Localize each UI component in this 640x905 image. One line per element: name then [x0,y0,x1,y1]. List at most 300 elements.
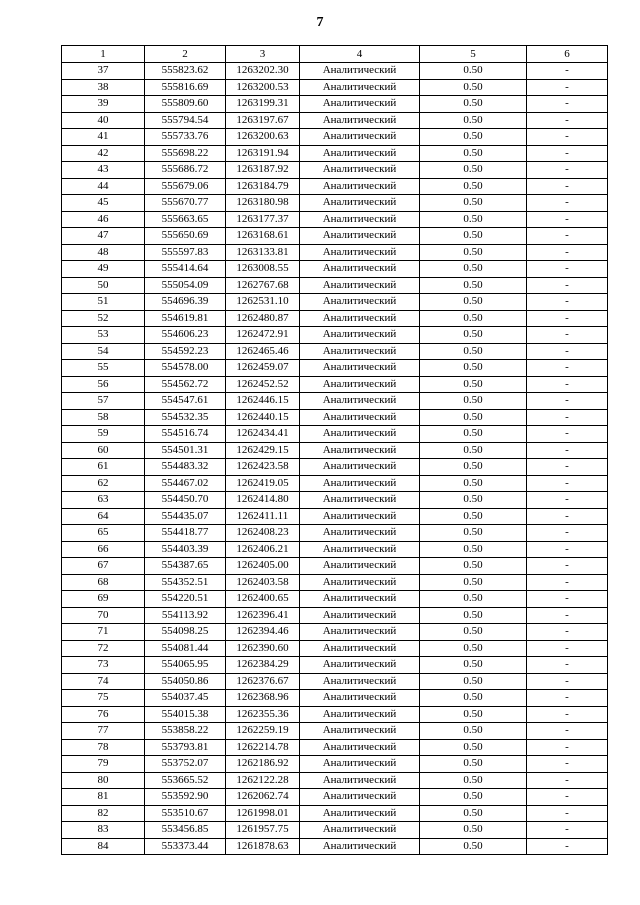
table-cell: 554098.25 [145,624,226,641]
table-cell: Аналитический [300,426,420,443]
table-cell: 66 [62,541,145,558]
table-cell: 0.50 [420,525,527,542]
table-cell: 554037.45 [145,690,226,707]
table-cell: Аналитический [300,657,420,674]
table-cell: 77 [62,723,145,740]
table-cell: 1262411.11 [226,508,300,525]
table-row [62,838,608,855]
table-cell: 555663.65 [145,211,226,228]
table-cell: 1262452.52 [226,376,300,393]
table-cell: 53 [62,327,145,344]
table-cell: - [527,145,608,162]
table-cell: 1261957.75 [226,822,300,839]
table-cell: 68 [62,574,145,591]
table-cell: 0.50 [420,129,527,146]
table-cell: Аналитический [300,96,420,113]
table-cell: 1262259.19 [226,723,300,740]
table-row [62,525,608,542]
table-cell: 1262368.96 [226,690,300,707]
table-cell: 1263180.98 [226,195,300,212]
table-cell: 0.50 [420,426,527,443]
table-cell: 79 [62,756,145,773]
table-cell: 81 [62,789,145,806]
table-cell: 0.50 [420,673,527,690]
table-cell: - [527,690,608,707]
table-cell: 1262408.23 [226,525,300,542]
table-cell: 554501.31 [145,442,226,459]
table-cell: - [527,343,608,360]
table-row [62,327,608,344]
table-cell: - [527,112,608,129]
table-cell: 1263184.79 [226,178,300,195]
table-row [62,343,608,360]
table-cell: 0.50 [420,442,527,459]
table-cell: 61 [62,459,145,476]
table-cell: 554562.72 [145,376,226,393]
table-row [62,96,608,113]
table-cell: 57 [62,393,145,410]
table-cell: 73 [62,657,145,674]
table-cell: Аналитический [300,442,420,459]
table-cell: 0.50 [420,376,527,393]
table-cell: 0.50 [420,63,527,80]
table-cell: - [527,63,608,80]
table-cell: 75 [62,690,145,707]
table-cell: 0.50 [420,690,527,707]
table-cell: Аналитический [300,723,420,740]
table-cell: 71 [62,624,145,641]
table-cell: Аналитический [300,475,420,492]
table-cell: - [527,79,608,96]
table-cell: Аналитический [300,756,420,773]
column-header: 1 [62,46,145,63]
table-cell: Аналитический [300,261,420,278]
table-cell: 0.50 [420,805,527,822]
table-cell: 0.50 [420,574,527,591]
table-cell: 0.50 [420,723,527,740]
table-cell: Аналитический [300,525,420,542]
table-cell: 84 [62,838,145,855]
table-cell: - [527,706,608,723]
table-cell: 554403.39 [145,541,226,558]
table-cell: 555823.62 [145,63,226,80]
table-cell: 0.50 [420,475,527,492]
table-cell: 1262429.15 [226,442,300,459]
table-cell: 1263202.30 [226,63,300,80]
table-cell: 63 [62,492,145,509]
table-cell: 0.50 [420,756,527,773]
table-cell: Аналитический [300,360,420,377]
table-cell: - [527,591,608,608]
table-cell: Аналитический [300,739,420,756]
table-cell: 554435.07 [145,508,226,525]
table-cell: Аналитический [300,508,420,525]
table-cell: 0.50 [420,327,527,344]
table-row [62,475,608,492]
coordinates-table [61,45,608,855]
table-cell: 0.50 [420,558,527,575]
table-cell: 0.50 [420,112,527,129]
table-cell: 47 [62,228,145,245]
table-cell: 1262396.41 [226,607,300,624]
table-cell: 72 [62,640,145,657]
table-cell: Аналитический [300,63,420,80]
table-cell: - [527,772,608,789]
table-row [62,805,608,822]
table-cell: Аналитический [300,690,420,707]
table-cell: Аналитический [300,79,420,96]
table-cell: 1262384.29 [226,657,300,674]
table-row [62,690,608,707]
table-cell: 69 [62,591,145,608]
column-header: 3 [226,46,300,63]
table-row [62,228,608,245]
table-cell: - [527,195,608,212]
table-cell: 0.50 [420,96,527,113]
table-cell: 0.50 [420,739,527,756]
table-cell: 0.50 [420,624,527,641]
table-cell: 554483.32 [145,459,226,476]
table-cell: 554547.61 [145,393,226,410]
table-cell: 1262376.67 [226,673,300,690]
table-cell: - [527,162,608,179]
table-cell: 0.50 [420,360,527,377]
table-cell: 1262390.60 [226,640,300,657]
table-cell: 0.50 [420,607,527,624]
table-cell: Аналитический [300,393,420,410]
table-cell: - [527,822,608,839]
table-cell: 1262214.78 [226,739,300,756]
table-cell: 45 [62,195,145,212]
table-cell: 0.50 [420,393,527,410]
table-cell: 0.50 [420,657,527,674]
table-cell: 0.50 [420,789,527,806]
table-cell: 0.50 [420,162,527,179]
table-cell: 1263133.81 [226,244,300,261]
table-cell: Аналитический [300,822,420,839]
table-cell: 555670.77 [145,195,226,212]
table-row [62,723,608,740]
table-cell: 553793.81 [145,739,226,756]
table-cell: 1262419.05 [226,475,300,492]
table-cell: 555054.09 [145,277,226,294]
table-cell: Аналитический [300,607,420,624]
table-cell: - [527,228,608,245]
table-cell: 1263177.37 [226,211,300,228]
table-cell: Аналитический [300,541,420,558]
table-row [62,624,608,641]
table-cell: 55 [62,360,145,377]
table-cell: 39 [62,96,145,113]
table-cell: Аналитический [300,591,420,608]
table-cell: 553752.07 [145,756,226,773]
table-row [62,574,608,591]
table-cell: 50 [62,277,145,294]
table-cell: Аналитический [300,145,420,162]
table-cell: 554418.77 [145,525,226,542]
table-row [62,492,608,509]
table-row [62,607,608,624]
table-cell: 64 [62,508,145,525]
table-cell: 554578.00 [145,360,226,377]
table-cell: 0.50 [420,772,527,789]
table-row [62,673,608,690]
table-cell: Аналитический [300,294,420,311]
table-row [62,162,608,179]
table-cell: - [527,96,608,113]
table-cell: 1262434.41 [226,426,300,443]
table-cell: - [527,261,608,278]
table-cell: 1262186.92 [226,756,300,773]
table-cell: 1262423.58 [226,459,300,476]
table-cell: 83 [62,822,145,839]
table-cell: 70 [62,607,145,624]
table-cell: - [527,558,608,575]
table-cell: Аналитический [300,558,420,575]
table-cell: Аналитический [300,178,420,195]
table-cell: 1262062.74 [226,789,300,806]
table-cell: - [527,376,608,393]
table-row [62,376,608,393]
table-cell: - [527,789,608,806]
table-cell: Аналитический [300,706,420,723]
table-cell: - [527,360,608,377]
table-cell: 0.50 [420,178,527,195]
table-cell: 1263008.55 [226,261,300,278]
table-cell: 62 [62,475,145,492]
table-cell: Аналитический [300,640,420,657]
table-cell: 555794.54 [145,112,226,129]
table-row [62,558,608,575]
table-cell: 78 [62,739,145,756]
table-row [62,294,608,311]
page-number: 7 [316,15,324,30]
table-cell: - [527,607,608,624]
column-header: 4 [300,46,420,63]
table-cell: 555816.69 [145,79,226,96]
table-cell: 0.50 [420,277,527,294]
table-cell: 554516.74 [145,426,226,443]
table-cell: 554387.65 [145,558,226,575]
table-cell: 554220.51 [145,591,226,608]
table-row [62,310,608,327]
table-cell: - [527,475,608,492]
table-cell: 555733.76 [145,129,226,146]
table-cell: 0.50 [420,492,527,509]
table-cell: - [527,294,608,311]
table-cell: 48 [62,244,145,261]
table-cell: 67 [62,558,145,575]
table-cell: Аналитический [300,343,420,360]
table-row [62,145,608,162]
table-cell: - [527,838,608,855]
table-row [62,541,608,558]
table-cell: 554592.23 [145,343,226,360]
table-cell: 554696.39 [145,294,226,311]
table-cell: 80 [62,772,145,789]
table-cell: Аналитический [300,129,420,146]
table-row [62,261,608,278]
table-cell: 0.50 [420,195,527,212]
table-cell: - [527,673,608,690]
table-cell: 51 [62,294,145,311]
table-cell: 1263199.31 [226,96,300,113]
table-cell: 553456.85 [145,822,226,839]
table-cell: 554050.86 [145,673,226,690]
table-cell: Аналитический [300,112,420,129]
table-cell: 554450.70 [145,492,226,509]
table-row [62,393,608,410]
table-cell: 555597.83 [145,244,226,261]
table-row [62,756,608,773]
table-cell: - [527,723,608,740]
table-cell: 553592.90 [145,789,226,806]
table-cell: 1262414.80 [226,492,300,509]
table-cell: Аналитический [300,376,420,393]
table-cell: - [527,327,608,344]
table-cell: - [527,541,608,558]
table-cell: Аналитический [300,838,420,855]
table-cell: - [527,310,608,327]
table-cell: - [527,574,608,591]
table-cell: Аналитический [300,228,420,245]
table-cell: 1262446.15 [226,393,300,410]
table-row [62,244,608,261]
table-cell: 554065.95 [145,657,226,674]
table-cell: - [527,459,608,476]
table-cell: 82 [62,805,145,822]
table-cell: 1262472.91 [226,327,300,344]
table-cell: 553373.44 [145,838,226,855]
table-row [62,706,608,723]
table-cell: 0.50 [420,343,527,360]
table-cell: Аналитический [300,277,420,294]
table-row [62,79,608,96]
table-row [62,195,608,212]
table-cell: 0.50 [420,228,527,245]
table-cell: 65 [62,525,145,542]
table-row [62,822,608,839]
column-header: 2 [145,46,226,63]
table-cell: 554532.35 [145,409,226,426]
table-cell: 0.50 [420,310,527,327]
table-cell: 1262405.00 [226,558,300,575]
table-cell: Аналитический [300,772,420,789]
table-cell: 76 [62,706,145,723]
table-cell: 1263197.67 [226,112,300,129]
table-cell: 553510.67 [145,805,226,822]
table-cell: Аналитический [300,327,420,344]
table-row [62,772,608,789]
table-cell: 44 [62,178,145,195]
table-cell: 555809.60 [145,96,226,113]
table-cell: 0.50 [420,211,527,228]
table-cell: Аналитический [300,574,420,591]
table-row [62,739,608,756]
table-cell: 555650.69 [145,228,226,245]
table-cell: 46 [62,211,145,228]
table-cell: 0.50 [420,294,527,311]
table-row [62,129,608,146]
table-cell: 1263200.53 [226,79,300,96]
table-row [62,112,608,129]
table-cell: - [527,657,608,674]
table-cell: 1262406.21 [226,541,300,558]
table-cell: 0.50 [420,508,527,525]
table-cell: 555679.06 [145,178,226,195]
table-cell: 1262465.46 [226,343,300,360]
table-cell: 0.50 [420,409,527,426]
table-row [62,211,608,228]
table-cell: 58 [62,409,145,426]
table-row [62,63,608,80]
table-cell: - [527,805,608,822]
table-cell: - [527,409,608,426]
table-row [62,178,608,195]
table-cell: - [527,508,608,525]
table-cell: 54 [62,343,145,360]
table-cell: Аналитический [300,310,420,327]
table-cell: 0.50 [420,640,527,657]
table-cell: 1262480.87 [226,310,300,327]
table-cell: 554113.92 [145,607,226,624]
table-cell: Аналитический [300,673,420,690]
table-cell: - [527,129,608,146]
table-cell: 56 [62,376,145,393]
table-cell: - [527,492,608,509]
table-cell: 1261998.01 [226,805,300,822]
table-cell: 554352.51 [145,574,226,591]
table-cell: 0.50 [420,145,527,162]
table-row [62,657,608,674]
table-cell: 42 [62,145,145,162]
table-cell: 555686.72 [145,162,226,179]
table-cell: - [527,211,608,228]
table-cell: 554467.02 [145,475,226,492]
table-cell: - [527,442,608,459]
table-cell: Аналитический [300,805,420,822]
table-cell: 1262394.46 [226,624,300,641]
table-cell: 1263200.63 [226,129,300,146]
table-header-row [62,46,608,63]
table-cell: Аналитический [300,789,420,806]
table-cell: 0.50 [420,591,527,608]
table-cell: Аналитический [300,459,420,476]
table-cell: 0.50 [420,541,527,558]
table-cell: 59 [62,426,145,443]
table-cell: 0.50 [420,459,527,476]
table-cell: 1262355.36 [226,706,300,723]
table-cell: - [527,739,608,756]
table-cell: Аналитический [300,195,420,212]
table-cell: 1262531.10 [226,294,300,311]
table-cell: 555698.22 [145,145,226,162]
table-cell: - [527,640,608,657]
table-row [62,789,608,806]
table-cell: - [527,756,608,773]
table-cell: 41 [62,129,145,146]
table-row [62,360,608,377]
table-cell: 43 [62,162,145,179]
table-cell: 554015.38 [145,706,226,723]
table-cell: 554619.81 [145,310,226,327]
table-cell: 0.50 [420,822,527,839]
column-header: 6 [527,46,608,63]
table-cell: 1262122.28 [226,772,300,789]
table-row [62,459,608,476]
table-cell: 1263191.94 [226,145,300,162]
table-row [62,442,608,459]
